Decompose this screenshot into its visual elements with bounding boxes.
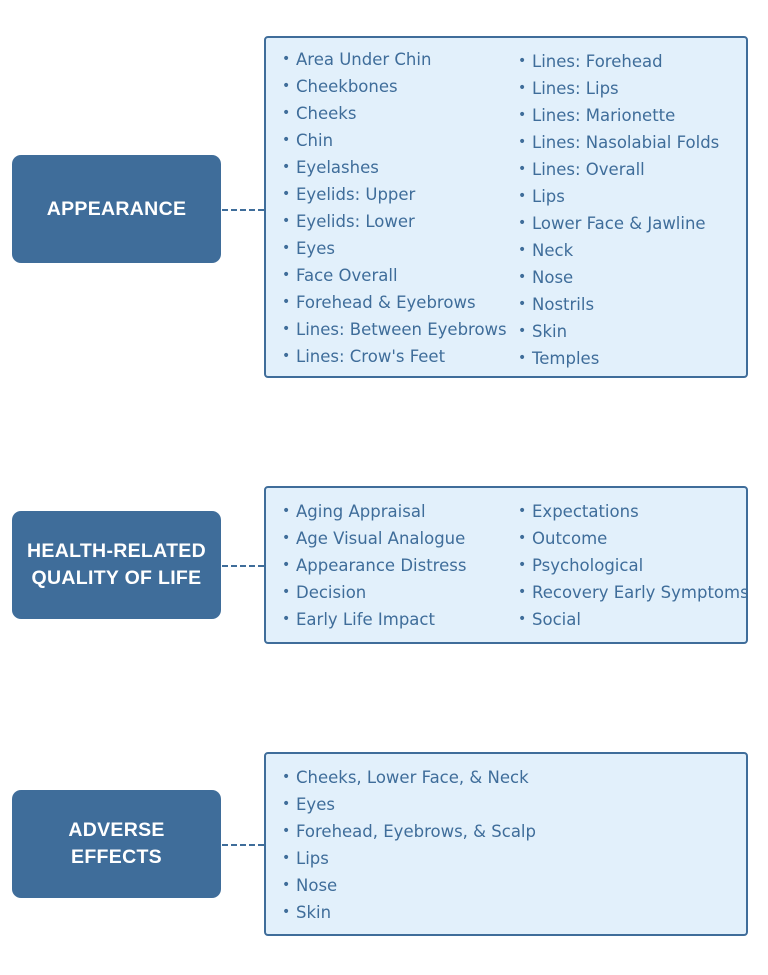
list-item-text: Eyelids: Lower: [296, 212, 415, 231]
bullet-icon: •: [282, 584, 291, 600]
list-item-text: Lines: Overall: [532, 160, 645, 179]
list-item-text: Social: [532, 610, 581, 629]
bullet-icon: •: [282, 503, 291, 519]
label-health-related-quality-of-life: [12, 511, 221, 619]
list-item: [282, 181, 507, 208]
list-box-health-related-quality-of-life: [264, 486, 748, 644]
list-item-text: Nostrils: [532, 295, 595, 314]
list-item-text: Cheeks: [296, 104, 357, 123]
list-item-text: Skin: [532, 322, 568, 341]
connector-appearance: [222, 209, 264, 211]
bullet-icon: •: [282, 132, 291, 148]
label-line: EFFECTS: [71, 846, 162, 868]
bullet-icon: •: [282, 796, 291, 812]
list-item: [282, 579, 466, 606]
list-item: [518, 606, 749, 633]
list-item: [518, 498, 749, 525]
list-item: [282, 845, 536, 872]
bullet-icon: •: [518, 611, 527, 627]
connector-adverse-effects: [222, 844, 264, 846]
bullet-icon: •: [282, 240, 291, 256]
bullet-icon: •: [518, 161, 527, 177]
list-item-text: Cheeks, Lower Face, & Neck: [296, 768, 529, 787]
list-item-text: Temples: [532, 349, 600, 368]
list-item-text: Expectations: [532, 502, 639, 521]
list-item-text: Forehead, Eyebrows, & Scalp: [296, 822, 536, 841]
label-appearance: [12, 155, 221, 263]
list-item: [282, 262, 507, 289]
list-item: [518, 237, 719, 264]
bullet-icon: •: [282, 186, 291, 202]
label-line: HEALTH-RELATED: [27, 540, 206, 562]
list-item-text: Eyelids: Upper: [296, 185, 416, 204]
list-item: [282, 316, 507, 343]
list-item: [518, 183, 719, 210]
list-item-text: Lines: Between Eyebrows: [296, 320, 507, 339]
list-item: [282, 899, 536, 926]
bullet-icon: •: [518, 503, 527, 519]
list-item: [282, 289, 507, 316]
list-item: [518, 48, 719, 75]
list-item-text: Lines: Forehead: [532, 52, 663, 71]
list-item-text: Outcome: [532, 529, 608, 548]
bullet-icon: •: [518, 296, 527, 312]
list-item-text: Early Life Impact: [296, 610, 435, 629]
list-item: [282, 46, 507, 73]
list-item: [282, 525, 466, 552]
list-item-text: Eyes: [296, 239, 335, 258]
bullet-icon: •: [282, 611, 291, 627]
list-item: [282, 791, 536, 818]
list-item: [518, 210, 719, 237]
bullet-icon: •: [282, 769, 291, 785]
bullet-icon: •: [518, 80, 527, 96]
label-line: APPEARANCE: [46, 197, 187, 220]
bullet-icon: •: [518, 557, 527, 573]
bullet-icon: •: [518, 242, 527, 258]
list-item: [282, 606, 466, 633]
list-item: [282, 127, 507, 154]
list-item: [518, 264, 719, 291]
list-item: [282, 818, 536, 845]
bullet-icon: •: [282, 51, 291, 67]
list-item-text: Nose: [532, 268, 574, 287]
label-line: QUALITY OF LIFE: [31, 567, 202, 589]
list-item: [282, 73, 507, 100]
bullet-icon: •: [282, 159, 291, 175]
list-item-text: Psychological: [532, 556, 644, 575]
list-item: [282, 872, 536, 899]
list-item-text: Eyes: [296, 795, 335, 814]
list-item: [282, 100, 507, 127]
list-item: [518, 129, 719, 156]
list-item: [518, 345, 719, 372]
bullet-icon: •: [282, 530, 291, 546]
bullet-icon: •: [282, 823, 291, 839]
list-item-text: Nose: [296, 876, 338, 895]
bullet-icon: •: [518, 107, 527, 123]
list-item-text: Lines: Lips: [532, 79, 619, 98]
list-item-text: Lines: Nasolabial Folds: [532, 133, 720, 152]
list-item: [282, 552, 466, 579]
list-item-text: Aging Appraisal: [296, 502, 426, 521]
bullet-icon: •: [282, 877, 291, 893]
list-item: [282, 208, 507, 235]
connector-health-related-quality-of-life: [222, 565, 264, 567]
list-item-text: Recovery Early Symptoms: [532, 583, 749, 602]
bullet-icon: •: [282, 213, 291, 229]
bullet-icon: •: [282, 904, 291, 920]
bullet-icon: •: [518, 584, 527, 600]
list-item-text: Lower Face & Jawline: [532, 214, 706, 233]
list-box-adverse-effects: [264, 752, 748, 936]
bullet-icon: •: [518, 188, 527, 204]
list-item-text: Age Visual Analogue: [296, 529, 466, 548]
list-item: [282, 498, 466, 525]
list-item: [518, 579, 749, 606]
label-adverse-effects: [12, 790, 221, 898]
bullet-icon: •: [282, 348, 291, 364]
bullet-icon: •: [282, 78, 291, 94]
list-item: [518, 552, 749, 579]
bullet-icon: •: [282, 321, 291, 337]
list-item: [282, 235, 507, 262]
list-item-text: Neck: [532, 241, 574, 260]
list-item: [518, 525, 749, 552]
list-item: [518, 318, 719, 345]
bullet-icon: •: [518, 215, 527, 231]
list-item: [518, 102, 719, 129]
label-line: ADVERSE: [68, 819, 165, 841]
list-item-text: Lines: Crow's Feet: [296, 347, 446, 366]
list-item-text: Lines: Marionette: [532, 106, 676, 125]
bullet-icon: •: [282, 294, 291, 310]
list-item-text: Lips: [296, 849, 329, 868]
bullet-icon: •: [282, 850, 291, 866]
list-column-left: [282, 498, 466, 633]
list-item-text: Skin: [296, 903, 332, 922]
list-item: [282, 764, 536, 791]
bullet-icon: •: [518, 134, 527, 150]
list-column-left: [282, 46, 507, 370]
list-item-text: Lips: [532, 187, 565, 206]
bullet-icon: •: [518, 269, 527, 285]
list-column-left: [282, 764, 536, 926]
list-item: [282, 154, 507, 181]
list-item-text: Appearance Distress: [296, 556, 467, 575]
list-item: [518, 75, 719, 102]
list-item: [518, 291, 719, 318]
bullet-icon: •: [282, 557, 291, 573]
bullet-icon: •: [518, 530, 527, 546]
list-item-text: Cheekbones: [296, 77, 398, 96]
list-column-right: [518, 48, 719, 372]
bullet-icon: •: [518, 323, 527, 339]
list-item-text: Face Overall: [296, 266, 398, 285]
bullet-icon: •: [518, 53, 527, 69]
list-item-text: Forehead & Eyebrows: [296, 293, 476, 312]
list-box-appearance: [264, 36, 748, 378]
list-item: [282, 343, 507, 370]
list-item-text: Chin: [296, 131, 334, 150]
bullet-icon: •: [282, 267, 291, 283]
list-item: [518, 156, 719, 183]
list-item-text: Area Under Chin: [296, 50, 432, 69]
list-item-text: Decision: [296, 583, 367, 602]
list-column-right: [518, 498, 749, 633]
bullet-icon: •: [282, 105, 291, 121]
bullet-icon: •: [518, 350, 527, 366]
list-item-text: Eyelashes: [296, 158, 379, 177]
